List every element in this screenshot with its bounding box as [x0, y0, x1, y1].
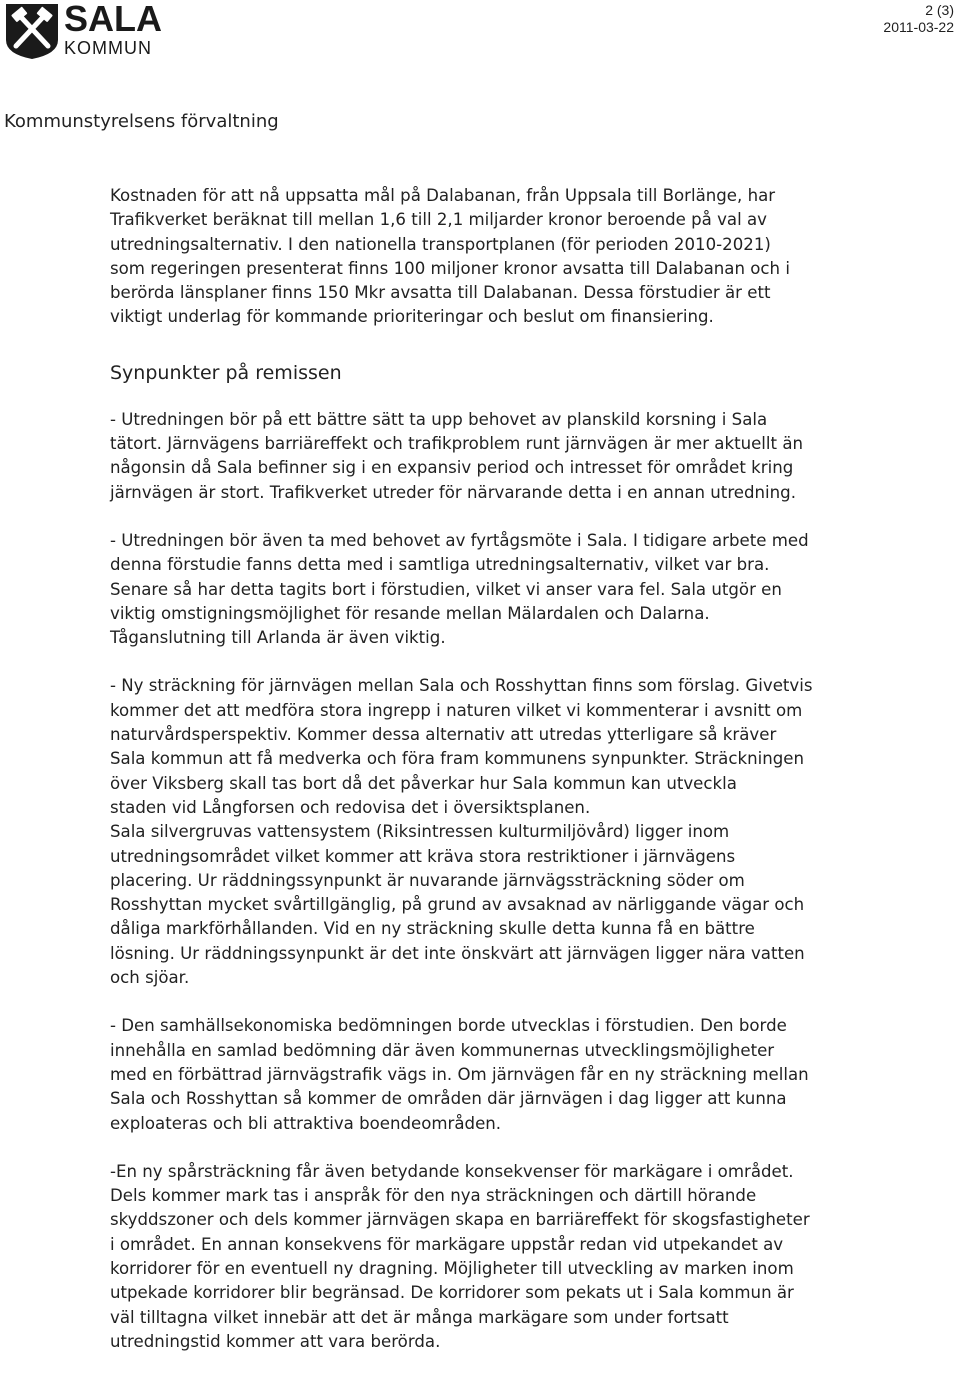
comment-paragraph-3: - Ny sträckning för järnvägen mellan Sala och Rosshyttan finns som förslag. Givetvis kommer det att medföra stora ingrepp i naturen vilket vi kommenterar i avsnitt om naturvårdsperspektiv. Kommer dessa alternativ att utredas ytterligare så kräver Sala kommun att få medverka och föra fram kommunens synpunkter. Sträckningen över Viksberg skall tas bort då det påverkar hur Sala kommun kan utveckla staden vid Långforsen och redovisa det i översiktsplanen. Sala silvergruvas vattensystem (Riksintressen kulturmiljövård) ligger inom utredningsområdet vilket kommer att kräva stora restriktioner i järnvägens placering. Ur räddningssynpunkt är nuvarande järnvägssträckning söder om Rosshyttan mycket svårtillgänglig, på grund av avsaknad av närliggande vägar och dåliga markförhållanden. Vid en ny sträckning skulle detta kunna få en bättre lösning. Ur räddningssynpunkt är det inte önskvärt att järnvägen ligger nära vatten och sjöar. — [110, 676, 813, 988]
logo-subtitle: KOMMUN — [64, 38, 152, 58]
section-heading: Synpunkter på remissen — [110, 361, 342, 384]
comment-paragraph-4: - Den samhällsekonomiska bedömningen borde utvecklas i förstudien. Den borde innehålla en samlad bedömning där även kommunernas utvecklingsmöjligheter med en förbättrad järnvägstrafik vägs in. Om järnvägen får en ny sträckning mellan Sala och Rosshyttan så kommer de områden där järnvägen i dag ligger att kunna exploateras och bli attraktiva boendeområden. — [110, 1016, 809, 1133]
document-date: 2011-03-22 — [883, 19, 954, 35]
comment-paragraph-1: - Utredningen bör på ett bättre sätt ta upp behovet av planskild korsning i Sala tätort. Järnvägens barriäreffekt och trafikproblem runt järnvägen är mer aktuellt än någonsin då Sala befinner sig i en expansiv period och intresset för området kring järnvägen är stort. Trafikverket utreder för närvarande detta i en annan utredning. — [110, 409, 803, 502]
department-name: Kommunstyrelsens förvaltning — [4, 111, 279, 132]
sala-kommun-logo — [4, 2, 164, 64]
document-body — [110, 184, 850, 1378]
intro-paragraph: Kostnaden för att nå uppsatta mål på Dalabanan, från Uppsala till Borlänge, har Trafikverket beräknat till mellan 1,6 till 2,1 miljarder kronor beroende på val av utredningsalternativ. I den nationella transportplanen (för perioden 2010-2021) som regeringen presenterat finns 100 miljoner kronor avsatta till Dalabanan och i berörda länsplaner finns 150 Mkr avsatta till Dalabanan. Dessa förstudier är ett viktigt underlag för kommande prioriteringar och beslut om finansiering. — [110, 186, 790, 327]
comment-paragraph-5: -En ny spårsträckning får även betydande konsekvenser för markägare i området. Dels kommer mark tas i anspråk för den nya sträckningen och därtill hörande skyddszoner och dels kommer järnvägen skapa en barriäreffekt för skogsfastigheter i området. En annan konsekvens för markägare uppstår redan vid utpekandet av korridorer för en eventuell ny dragning. Möjligheter till utveckling av marken inom utpekade korridorer blir begränsad. De korridorer som pekats ut i Sala kommun är väl tilltagna vilket innebär att det är många markägare som under fortsatt utredningstid kommer att vara berörda. — [110, 1161, 810, 1351]
comment-paragraph-2: - Utredningen bör även ta med behovet av fyrtågsmöte i Sala. I tidigare arbete med denna förstudie fanns detta med i samtliga utredningsalternativ, vilket var bra. Senare så har detta tagits bort i förstudien, vilket vi anser vara fel. Sala utgör en viktig omstigningsmöjlighet för resande mellan Mälardalen och Dalarna. Tåganslutning till Arlanda är även viktig. — [110, 530, 809, 648]
crossed-hammers-icon — [4, 2, 60, 60]
page-number: 2 (3) — [925, 2, 954, 18]
logo-name: SALA — [64, 0, 162, 39]
